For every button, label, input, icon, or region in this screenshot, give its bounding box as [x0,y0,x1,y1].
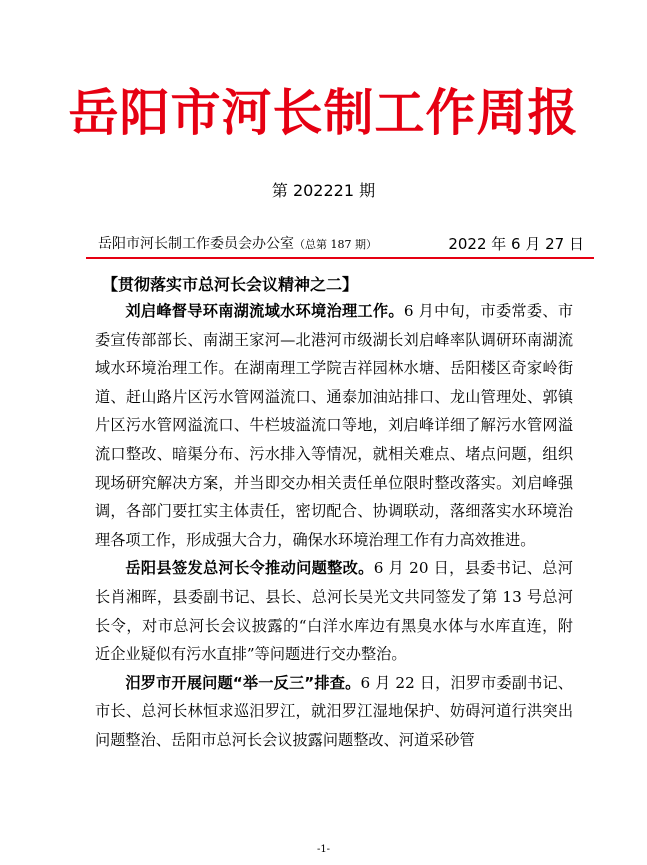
publisher-office: 岳阳市河长制工作委员会办公室 [98,236,294,252]
paragraph-1 [95,297,573,554]
paragraph-3-lead: 汨罗市开展问题“举一反三”排查。 [125,673,361,692]
paragraph-2 [95,554,573,668]
header-meta [98,233,590,255]
paragraph-1-text: 6 月中旬，市委常委、市委宣传部部长、南湖王家河—北港河市级湖长刘启峰率队调研环南湖流域水环境治理工作。在湖南理工学院吉祥园林水塘、岳阳楼区奇家岭街道、赶山路片区污水管网溢流口、通泰加油站排口、龙山管理处、郭镇片区污水管网溢流口、牛栏坡溢流口等地，刘启峰详细了解污水管网溢流口整改、暗渠分布、污水排入等情况，就相关难点、堵点问题，组织现场研究解决方案，并当即交办相关责任单位限时整改落实。刘启峰强调，各部门要扛实主体责任，密切配合、协调联动，落细落实水环境治理各项工作，形成强大合力，确保水环境治理工作有力高效推进。 [95,302,574,549]
total-issue-note: （总第 187 期） [294,238,377,251]
masthead-title: 岳阳市河长制工作周报 [68,84,579,142]
paragraph-3 [95,669,573,755]
publish-date: 2022 年 6 月 27 日 [448,235,584,253]
header-divider [86,257,594,259]
article-body [95,297,573,755]
page-number: -1- [316,844,331,855]
issue-number: 第 202221 期 [271,181,376,200]
paragraph-3-text: 6 月 22 日，汨罗市委副书记、市长、总河长林恒求巡汨罗江，就汨罗江湿地保护、妨碍河道行洪突出问题整治、岳阳市总河长会议披露问题整改、河道采砂管 [95,673,573,749]
paragraph-2-lead: 岳阳县签发总河长令推动问题整改。 [125,559,374,578]
section-title: 【贯彻落实市总河长会议精神之二】 [102,275,359,294]
paragraph-2-text: 6 月 20 日，县委书记、总河长肖湘晖，县委副书记、县长、总河长吴光文共同签发了第 13 号总河长令，对市总河长会议披露的“白洋水库边有黑臭水体与水库直连，附近企业疑似有污水直排”等问题进行交办整治。 [95,559,573,664]
publisher-line [98,233,377,256]
paragraph-1-lead: 刘启峰督导环南湖流域水环境治理工作。 [125,302,404,320]
